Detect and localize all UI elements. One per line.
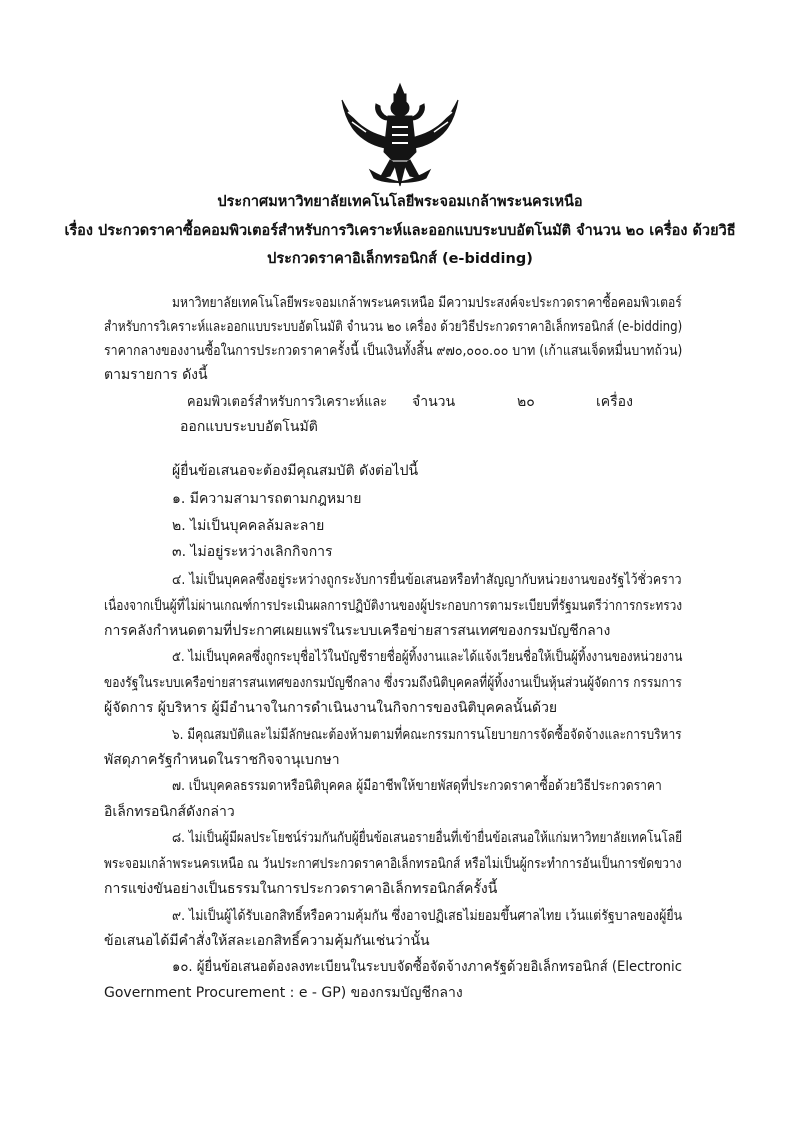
qualification-item: ๖. มีคุณสมบัติและไม่มีลักษณะต้องห้ามตามที่คณะกรรมการนโยบายการจัดซื้อจัดจ้างและการบริหาร (172, 727, 682, 743)
qualification-item-cont: การแข่งขันอย่างเป็นธรรมในการประกวดราคาอิเล็กทรอนิกส์ครั้งนี้ (104, 881, 498, 897)
subject-line-1: เรื่อง ประกวดราคาซื้อคอมพิวเตอร์สำหรับการวิเคราะห์และออกแบบระบบอัตโนมัติ จำนวน ๒๐ เครื่อง ด้วยวิธี (64, 223, 736, 239)
item-unit: เครื่อง (596, 394, 633, 410)
intro-line: ตามรายการ ดังนี้ (104, 367, 208, 383)
intro-line: สำหรับการวิเคราะห์และออกแบบระบบอัตโนมัติ จำนวน ๒๐ เครื่อง ด้วยวิธีประกวดราคาอิเล็กทรอนิกส์ (e-bidding) (104, 319, 683, 335)
qualification-item-cont: อิเล็กทรอนิกส์ดังกล่าว (104, 804, 235, 820)
item-name: คอมพิวเตอร์สำหรับการวิเคราะห์และ (187, 394, 388, 410)
qualification-item-cont: การคลังกำหนดตามที่ประกาศเผยแพร่ในระบบเครือข่ายสารสนเทศของกรมบัญชีกลาง (104, 623, 611, 639)
qualification-item-cont: Government Procurement : e - GP) ของกรมบัญชีกลาง (104, 985, 463, 1001)
intro-line: มหาวิทยาลัยเทคโนโลยีพระจอมเกล้าพระนครเหนือ มีความประสงค์จะประกวดราคาซื้อคอมพิวเตอร์ (172, 295, 682, 311)
qualification-item-cont: ข้อเสนอได้มีคำสั่งให้สละเอกสิทธิ์ความคุ้มกันเช่นว่านั้น (104, 933, 430, 949)
qualification-item: ๙. ไม่เป็นผู้ได้รับเอกสิทธิ์หรือความคุ้มกัน ซึ่งอาจปฏิเสธไม่ยอมขึ้นศาลไทย เว้นแต่รัฐบาลของผู้ยื่น (172, 908, 683, 924)
qualification-item: ๑๐. ผู้ยื่นข้อเสนอต้องลงทะเบียนในระบบจัดซื้อจัดจ้างภาครัฐด้วยอิเล็กทรอนิกส์ (Electronic (172, 959, 682, 975)
item-name-continued: ออกแบบระบบอัตโนมัติ (180, 419, 318, 435)
qualification-item-cont: ผู้จัดการ ผู้บริหาร ผู้มีอำนาจในการดำเนินงานในกิจการของนิติบุคคลนั้นด้วย (104, 700, 558, 716)
garuda-emblem-icon (334, 82, 466, 188)
item-quantity-label: จำนวน (412, 394, 456, 410)
qualification-item: ๘. ไม่เป็นผู้มีผลประโยชน์ร่วมกันกับผู้ยื่นข้อเสนอรายอื่นที่เข้ายื่นข้อเสนอให้แก่มหาวิทยาลัยเทคโนโลยี (172, 830, 683, 846)
intro-line: ราคากลางของงานซื้อในการประกวดราคาครั้งนี้ เป็นเงินทั้งสิ้น ๙๗๐,๐๐๐.๐๐ บาท (เก้าแสนเจ็ดหมื่นบาทถ้วน) (104, 343, 683, 359)
qualification-item: ๓. ไม่อยู่ระหว่างเลิกกิจการ (172, 544, 333, 560)
qualification-item: ๗. เป็นบุคคลธรรมดาหรือนิติบุคคล ผู้มีอาชีพให้ขายพัสดุที่ประกวดราคาซื้อด้วยวิธีประกวดราคา (172, 778, 662, 794)
qualifications-heading: ผู้ยื่นข้อเสนอจะต้องมีคุณสมบัติ ดังต่อไปนี้ (172, 463, 419, 479)
qualification-item-cont: เนื่องจากเป็นผู้ที่ไม่ผ่านเกณฑ์การประเมินผลการปฏิบัติงานของผู้ประกอบการตามระเบียบที่รัฐมนตรีว่าการกระทรวง (104, 598, 683, 614)
qualification-item: ๕. ไม่เป็นบุคคลซึ่งถูกระบุชื่อไว้ในบัญชีรายชื่อผู้ทิ้งงานและได้แจ้งเวียนชื่อให้เป็นผู้ทิ้งงานของหน่วยงาน (172, 649, 683, 665)
qualification-item: ๒. ไม่เป็นบุคคลล้มละลาย (172, 518, 325, 534)
qualification-item: ๑. มีความสามารถตามกฎหมาย (172, 491, 362, 507)
item-quantity: ๒๐ (517, 394, 535, 410)
qualification-item-cont: พระจอมเกล้าพระนครเหนือ ณ วันประกาศประกวดราคาอิเล็กทรอนิกส์ หรือไม่เป็นผู้กระทำการอันเป็นการขัดขวาง (104, 856, 682, 872)
qualification-item: ๔. ไม่เป็นบุคคลซึ่งอยู่ระหว่างถูกระงับการยื่นข้อเสนอหรือทำสัญญากับหน่วยงานของรัฐไว้ชั่วคราว (172, 572, 682, 588)
announcement-title: ประกาศมหาวิทยาลัยเทคโนโลยีพระจอมเกล้าพระนครเหนือ (217, 194, 583, 210)
qualification-item-cont: พัสดุภาครัฐกำหนดในราชกิจจานุเบกษา (104, 752, 340, 768)
qualification-item-cont: ของรัฐในระบบเครือข่ายสารสนเทศของกรมบัญชีกลาง ซึ่งรวมถึงนิติบุคคลที่ผู้ทิ้งงานเป็นหุ้นส่วนผู้จัดการ กรรมการ (104, 675, 682, 691)
subject-line-2: ประกวดราคาอิเล็กทรอนิกส์ (e-bidding) (267, 251, 533, 267)
